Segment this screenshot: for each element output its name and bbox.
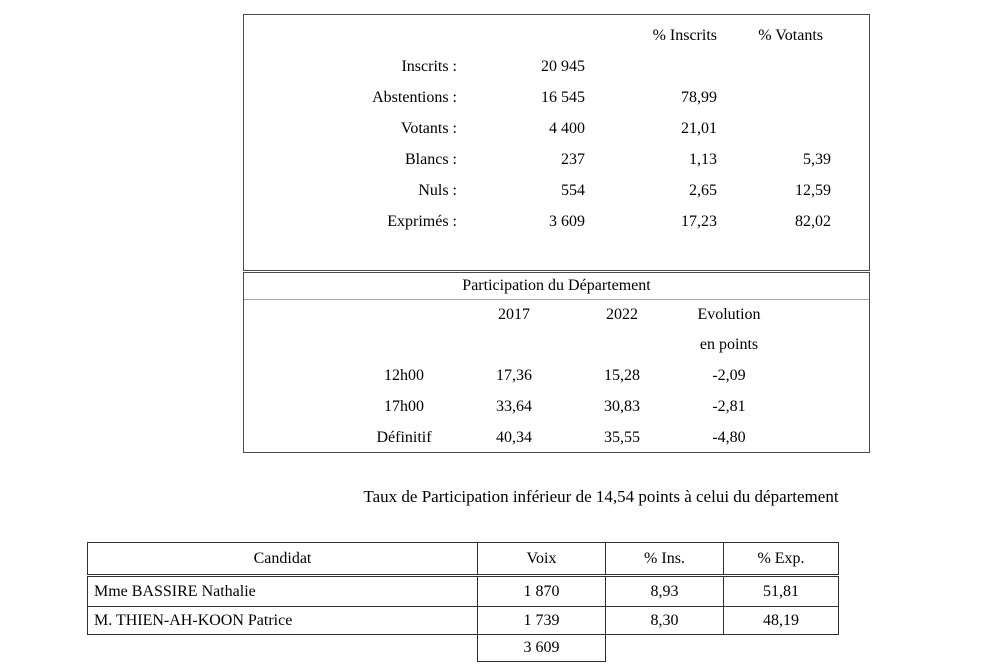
- participation-title: Participation du Département: [244, 273, 869, 300]
- candidate-name: Mme BASSIRE Nathalie: [88, 576, 478, 607]
- table-row: [244, 422, 869, 453]
- participation-subheader-row: [244, 330, 869, 360]
- value-2022: 30,83: [604, 397, 640, 415]
- table-row: [244, 360, 869, 391]
- total-row: [88, 635, 839, 662]
- pct-votants-header: % Votants: [758, 26, 823, 44]
- row-pct-inscrits: 2,65: [689, 181, 717, 199]
- table-row: [244, 82, 869, 113]
- candidate-pct-exp: 48,19: [724, 607, 839, 635]
- row-pct-votants: 5,39: [803, 150, 831, 168]
- row-label: 12h00: [384, 366, 424, 384]
- total-voix: 3 609: [478, 635, 606, 662]
- row-label: Exprimés :: [387, 212, 457, 230]
- row-pct-votants: 12,59: [795, 181, 831, 199]
- table-row: [244, 391, 869, 422]
- table-row: [244, 175, 869, 206]
- participation-note: Taux de Participation inférieur de 14,54 points à celui du département: [363, 487, 839, 506]
- candidate-voix: 1 739: [478, 607, 606, 635]
- value-evolution: -4,80: [712, 428, 746, 446]
- row-label: Nuls :: [418, 181, 457, 199]
- row-value: 237: [561, 150, 585, 168]
- row-value: 16 545: [541, 88, 585, 106]
- table-row: [244, 51, 869, 82]
- candidat-header: Candidat: [88, 543, 478, 576]
- total-empty-cell: [88, 635, 478, 662]
- summary-table: [243, 14, 870, 271]
- col-header-2017: 2017: [498, 306, 530, 323]
- table-row: [244, 113, 869, 144]
- row-pct-votants: 82,02: [795, 212, 831, 230]
- row-label: Blancs :: [405, 150, 457, 168]
- table-row: [244, 206, 869, 237]
- table-row: [244, 144, 869, 175]
- row-label: Abstentions :: [372, 88, 457, 106]
- row-value: 4 400: [549, 119, 585, 137]
- value-2017: 40,34: [496, 428, 532, 446]
- row-pct-inscrits: 21,01: [681, 119, 717, 137]
- candidates-table: [87, 542, 839, 662]
- value-2022: 35,55: [604, 428, 640, 446]
- candidates-header-row: [88, 543, 839, 576]
- row-label: Définitif: [376, 428, 432, 446]
- total-empty-cell: [724, 635, 839, 662]
- candidate-pct-ins: 8,30: [606, 607, 724, 635]
- voix-header: Voix: [478, 543, 606, 576]
- row-value: 3 609: [549, 212, 585, 230]
- table-row: [88, 607, 839, 635]
- row-label: 17h00: [384, 397, 424, 415]
- pct-exp-header: % Exp.: [724, 543, 839, 576]
- summary-header-row: [244, 20, 869, 51]
- col-subheader-en-points: en points: [699, 336, 759, 353]
- row-label: Votants :: [400, 119, 457, 137]
- row-pct-inscrits: 17,23: [681, 212, 717, 230]
- table-row: [88, 576, 839, 607]
- candidate-pct-exp: 51,81: [724, 576, 839, 607]
- value-evolution: -2,09: [712, 366, 746, 384]
- value-evolution: -2,81: [712, 397, 746, 415]
- total-empty-cell: [606, 635, 724, 662]
- candidate-pct-ins: 8,93: [606, 576, 724, 607]
- value-2017: 17,36: [496, 366, 532, 384]
- candidate-voix: 1 870: [478, 576, 606, 607]
- row-value: 20 945: [541, 57, 585, 75]
- row-pct-inscrits: 1,13: [689, 150, 717, 168]
- row-label: Inscrits :: [401, 57, 457, 75]
- participation-table: [243, 272, 870, 453]
- participation-header-row: [244, 300, 869, 330]
- row-pct-inscrits: 78,99: [681, 88, 717, 106]
- pct-inscrits-header: % Inscrits: [652, 26, 717, 44]
- row-value: 554: [561, 181, 585, 199]
- col-header-evolution: Evolution: [697, 306, 761, 323]
- candidate-name: M. THIEN-AH-KOON Patrice: [88, 607, 478, 635]
- value-2017: 33,64: [496, 397, 532, 415]
- col-header-2022: 2022: [606, 306, 638, 323]
- pct-ins-header: % Ins.: [606, 543, 724, 576]
- value-2022: 15,28: [604, 366, 640, 384]
